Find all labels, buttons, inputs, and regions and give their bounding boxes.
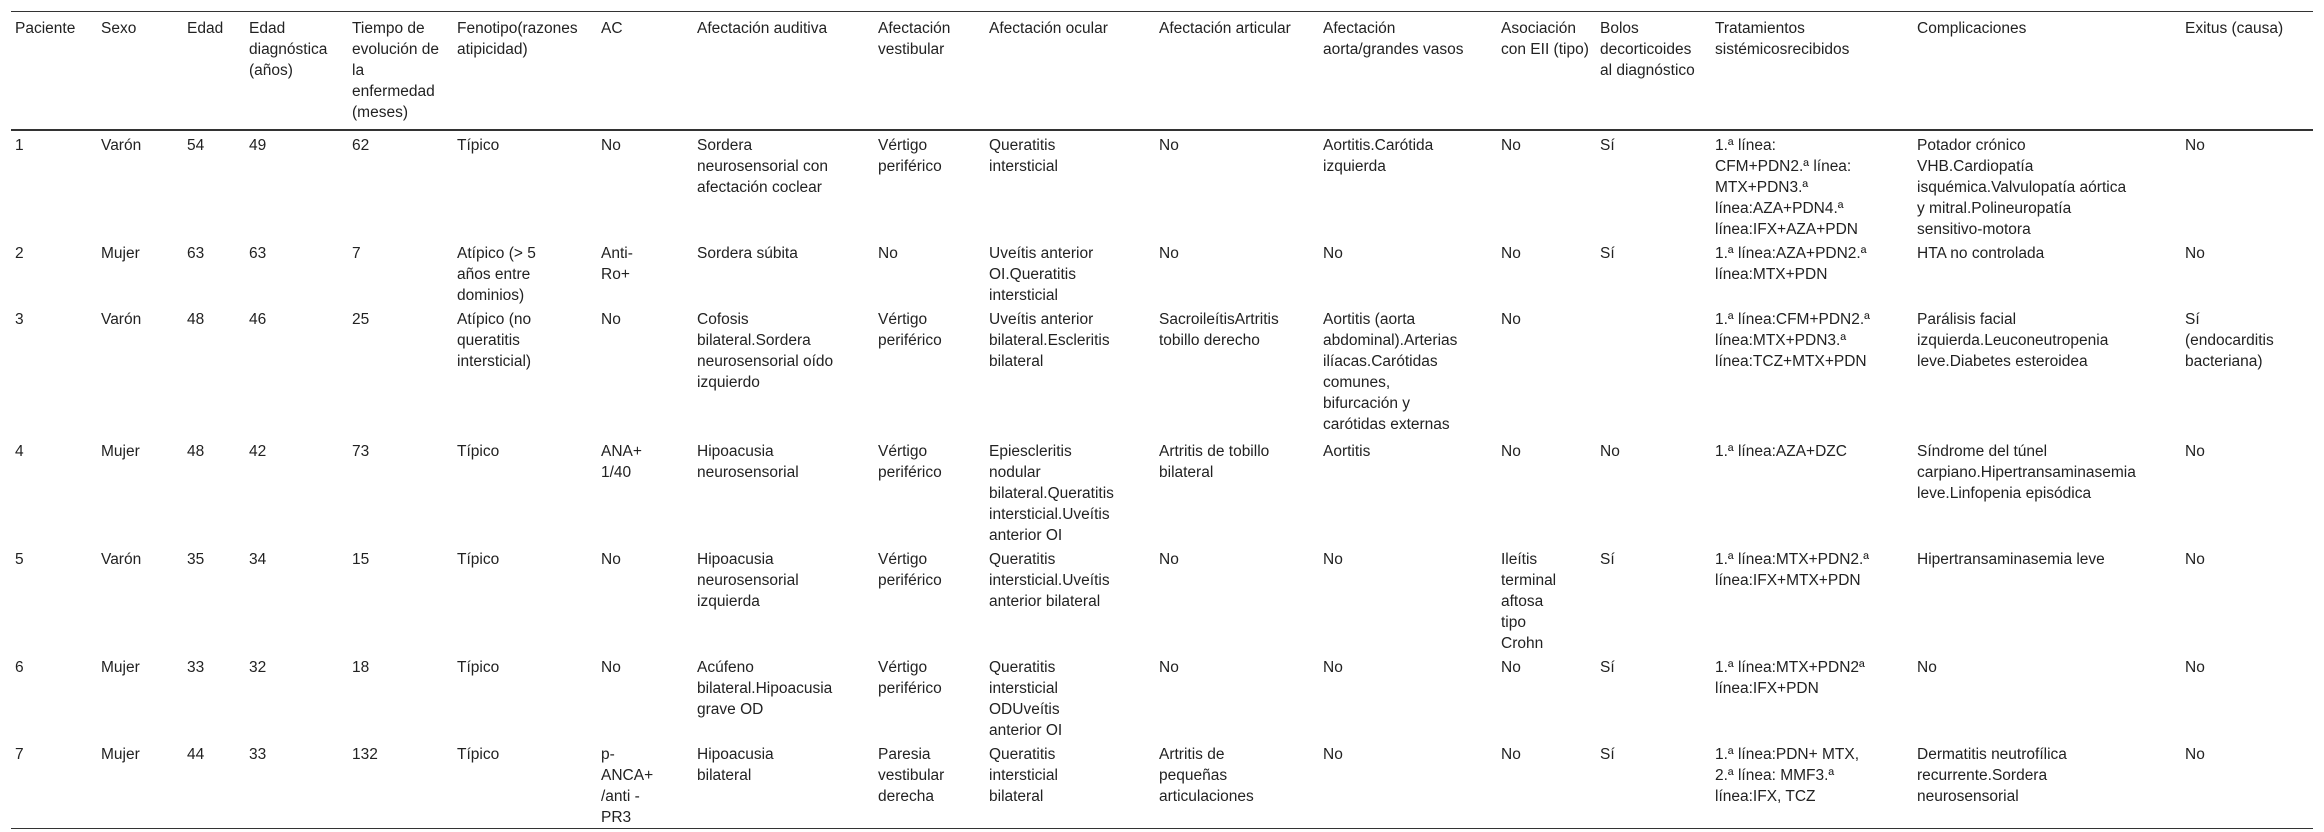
table-cell: Epiescleritis nodular bilateral.Queratitis intersticial.Uveítis anterior OI bbox=[989, 443, 1114, 544]
table-cell: Queratitis intersticial.Uveítis anterior bilateral bbox=[989, 551, 1110, 610]
table-cell: Vértigo periférico bbox=[878, 443, 942, 481]
table-cell: 48 bbox=[187, 311, 205, 328]
col-header: Edad bbox=[183, 12, 245, 131]
table-cell: Paresia vestibular derecha bbox=[874, 741, 985, 829]
col-header: Bolos decorticoides al diagnóstico bbox=[1596, 12, 1711, 131]
table-cell: No bbox=[601, 137, 621, 154]
table-cell: Mujer bbox=[101, 443, 140, 460]
table-cell: Mujer bbox=[101, 659, 140, 676]
table-cell: Síndrome del túnel carpiano.Hipertransaminasemia leve.Linfopenia episódica bbox=[1917, 443, 2136, 502]
table-cell: Anti- Ro+ bbox=[601, 245, 633, 283]
table-cell: Típico bbox=[457, 443, 500, 460]
table-cell: No bbox=[601, 551, 621, 568]
table-cell: No bbox=[601, 659, 621, 676]
table-cell: Varón bbox=[101, 551, 142, 568]
table-cell: Potador crónico VHB.Cardiopatía isquémica.Valvulopatía aórtica y mitral.Polineuropatía sensitivo-motora bbox=[1917, 137, 2127, 238]
col-header: Fenotipo(razones atipicidad) bbox=[453, 12, 597, 131]
col-header: Afectación aorta/grandes vasos bbox=[1319, 12, 1497, 131]
table-cell: No bbox=[1159, 137, 1179, 154]
table-cell: 42 bbox=[249, 443, 267, 460]
table-cell: No bbox=[1501, 245, 1521, 262]
table-cell: 63 bbox=[187, 245, 205, 262]
table-cell: No bbox=[601, 311, 621, 328]
table-cell: Vértigo periférico bbox=[878, 137, 942, 175]
table-row bbox=[11, 654, 2313, 741]
table-cell: Ileítis terminal aftosa tipo Crohn bbox=[1501, 551, 1557, 652]
table-cell: Cofosis bilateral.Sordera neurosensorial oído izquierdo bbox=[697, 311, 834, 391]
table-cell: Atípico (no queratitis intersticial) bbox=[457, 311, 532, 370]
table-cell: 44 bbox=[183, 741, 245, 829]
table-cell: No bbox=[1501, 311, 1521, 328]
table-cell: HTA no controlada bbox=[1917, 245, 2045, 262]
table-cell: 46 bbox=[249, 311, 267, 328]
table-cell: Aortitis (aorta abdominal).Arterias ilíacas.Carótidas comunes, bifurcación y carótidas externas bbox=[1323, 311, 1458, 433]
table-cell: No bbox=[1501, 137, 1521, 154]
table-cell: Sí bbox=[1600, 659, 1615, 676]
table-cell: Típico bbox=[457, 659, 500, 676]
table-cell: Típico bbox=[457, 551, 500, 568]
table-cell: 3 bbox=[15, 311, 24, 328]
table-cell: 1.ª línea:CFM+PDN2.ª línea:MTX+PDN3.ª línea:TCZ+MTX+PDN bbox=[1715, 311, 1870, 370]
table-cell: 15 bbox=[352, 551, 370, 568]
table-cell: 33 bbox=[245, 741, 348, 829]
table-row bbox=[11, 546, 2313, 654]
table-cell: 2 bbox=[15, 245, 24, 262]
table-cell: 7 bbox=[352, 245, 361, 262]
table-cell: 1.ª línea: CFM+PDN2.ª línea: MTX+PDN3.ª línea:AZA+PDN4.ª línea:IFX+AZA+PDN bbox=[1715, 137, 1859, 238]
table-row bbox=[11, 306, 2313, 437]
table-cell: 32 bbox=[249, 659, 267, 676]
table-cell: 1.ª línea:AZA+DZC bbox=[1715, 443, 1847, 460]
table-cell: Aortitis bbox=[1323, 443, 1371, 460]
table-cell: Vértigo periférico bbox=[878, 311, 942, 349]
col-header: Edad diagnóstica (años) bbox=[245, 12, 348, 131]
table-cell: Uveítis anterior bilateral.Escleritis bilateral bbox=[989, 311, 1110, 370]
table-cell: No bbox=[1323, 659, 1343, 676]
table-body bbox=[11, 130, 2313, 829]
table-cell: Dermatitis neutrofílica recurrente.Sordera neurosensorial bbox=[1913, 741, 2181, 829]
table-cell: 63 bbox=[249, 245, 267, 262]
table-cell: 35 bbox=[187, 551, 205, 568]
col-header: Afectación ocular bbox=[985, 12, 1155, 131]
table-row bbox=[11, 130, 2313, 240]
table-container bbox=[11, 11, 2313, 829]
table-row bbox=[11, 437, 2313, 546]
table-cell: Hipertransaminasemia leve bbox=[1917, 551, 2105, 568]
table-cell: No bbox=[1323, 245, 1343, 262]
table-cell: Vértigo periférico bbox=[878, 551, 942, 589]
table-cell: Sordera neurosensorial con afectación coclear bbox=[697, 137, 828, 196]
table-cell: 34 bbox=[249, 551, 267, 568]
table-cell: 73 bbox=[352, 443, 370, 460]
table-cell: No bbox=[1319, 741, 1497, 829]
table-cell: ANA+ 1/40 bbox=[601, 443, 642, 481]
table-cell bbox=[1596, 306, 1711, 437]
table-cell: Mujer bbox=[101, 245, 140, 262]
col-header: Tratamientos sistémicosrecibidos bbox=[1711, 12, 1913, 131]
col-header: Afectación vestibular bbox=[874, 12, 985, 131]
patients-table bbox=[11, 11, 2313, 829]
table-cell: 1.ª línea:MTX+PDN2.ª línea:IFX+MTX+PDN bbox=[1715, 551, 1870, 589]
table-cell: No bbox=[1497, 741, 1596, 829]
table-cell: No bbox=[2181, 741, 2313, 829]
table-cell: 1.ª línea:MTX+PDN2ª línea:IFX+PDN bbox=[1715, 659, 1865, 697]
table-cell: No bbox=[878, 245, 898, 262]
table-cell: 6 bbox=[15, 659, 24, 676]
table-cell: Varón bbox=[101, 311, 142, 328]
table-cell: Sí bbox=[1596, 741, 1711, 829]
header-row bbox=[11, 12, 2313, 131]
col-header: AC bbox=[597, 12, 693, 131]
table-cell: 7 bbox=[11, 741, 97, 829]
table-cell: Típico bbox=[453, 741, 597, 829]
table-cell: Vértigo periférico bbox=[878, 659, 942, 697]
table-cell: 1.ª línea:PDN+ MTX, 2.ª línea: MMF3.ª línea:IFX, TCZ bbox=[1711, 741, 1913, 829]
table-cell: No bbox=[1159, 659, 1179, 676]
table-cell: 132 bbox=[348, 741, 453, 829]
table-cell: No bbox=[2185, 245, 2205, 262]
table-cell: No bbox=[2185, 137, 2205, 154]
table-cell: 1.ª línea:AZA+PDN2.ª línea:MTX+PDN bbox=[1715, 245, 1867, 283]
table-cell: No bbox=[1323, 551, 1343, 568]
table-cell: Atípico (> 5 años entre dominios) bbox=[457, 245, 536, 304]
table-cell: 18 bbox=[352, 659, 370, 676]
table-cell: SacroileítisArtritis tobillo derecho bbox=[1159, 311, 1279, 349]
table-cell: 62 bbox=[352, 137, 370, 154]
col-header: Afectación articular bbox=[1155, 12, 1319, 131]
table-cell: Hipoacusia neurosensorial bbox=[697, 443, 799, 481]
table-cell: Queratitis intersticial bilateral bbox=[985, 741, 1155, 829]
col-header: Afectación auditiva bbox=[693, 12, 874, 131]
table-cell: No bbox=[1600, 443, 1620, 460]
table-cell: Hipoacusia neurosensorial izquierda bbox=[697, 551, 799, 610]
col-header: Tiempo de evolución de la enfermedad (meses) bbox=[348, 12, 453, 131]
table-cell: Queratitis intersticial bbox=[989, 137, 1058, 175]
col-header: Asociación con EII (tipo) bbox=[1497, 12, 1596, 131]
table-cell: Queratitis intersticial ODUveítis anterior OI bbox=[989, 659, 1063, 739]
table-cell: No bbox=[2185, 551, 2205, 568]
table-cell: Varón bbox=[101, 137, 142, 154]
col-header: Complicaciones bbox=[1913, 12, 2181, 131]
table-cell: 54 bbox=[187, 137, 205, 154]
table-cell: Parálisis facial izquierda.Leuconeutropenia leve.Diabetes esteroidea bbox=[1917, 311, 2109, 370]
table-cell: No bbox=[2185, 443, 2205, 460]
table-cell: 49 bbox=[249, 137, 267, 154]
table-cell: 33 bbox=[187, 659, 205, 676]
table-cell: 48 bbox=[187, 443, 205, 460]
col-header: Exitus (causa) bbox=[2181, 12, 2313, 131]
table-cell: Típico bbox=[457, 137, 500, 154]
table-row bbox=[11, 240, 2313, 306]
table-cell: Sí bbox=[1600, 137, 1615, 154]
table-row bbox=[11, 741, 2313, 829]
table-cell: 1 bbox=[15, 137, 24, 154]
col-header: Paciente bbox=[11, 12, 97, 131]
table-cell: Artritis de pequeñas articulaciones bbox=[1155, 741, 1319, 829]
table-cell: Aortitis.Carótida izquierda bbox=[1323, 137, 1434, 175]
table-cell: Sí bbox=[1600, 245, 1615, 262]
table-cell: No bbox=[1159, 551, 1179, 568]
table-cell: No bbox=[1917, 659, 1937, 676]
table-cell: No bbox=[1501, 659, 1521, 676]
table-cell: No bbox=[1159, 245, 1179, 262]
table-cell: Sí bbox=[1600, 551, 1615, 568]
table-cell: 25 bbox=[352, 311, 370, 328]
table-cell: Hipoacusia bilateral bbox=[693, 741, 874, 829]
table-cell: No bbox=[2185, 659, 2205, 676]
table-cell: Sí (endocarditis bacteriana) bbox=[2185, 311, 2274, 370]
table-cell: No bbox=[1501, 443, 1521, 460]
table-cell: p- ANCA+ /anti - PR3 bbox=[597, 741, 693, 829]
table-cell: Artritis de tobillo bilateral bbox=[1159, 443, 1270, 481]
table-cell: Acúfeno bilateral.Hipoacusia grave OD bbox=[697, 659, 833, 718]
table-cell: Mujer bbox=[97, 741, 183, 829]
col-header: Sexo bbox=[97, 12, 183, 131]
table-cell: 4 bbox=[15, 443, 24, 460]
table-cell: Sordera súbita bbox=[697, 245, 798, 262]
table-cell: Uveítis anterior OI.Queratitis intersticial bbox=[989, 245, 1094, 304]
table-cell: 5 bbox=[15, 551, 24, 568]
